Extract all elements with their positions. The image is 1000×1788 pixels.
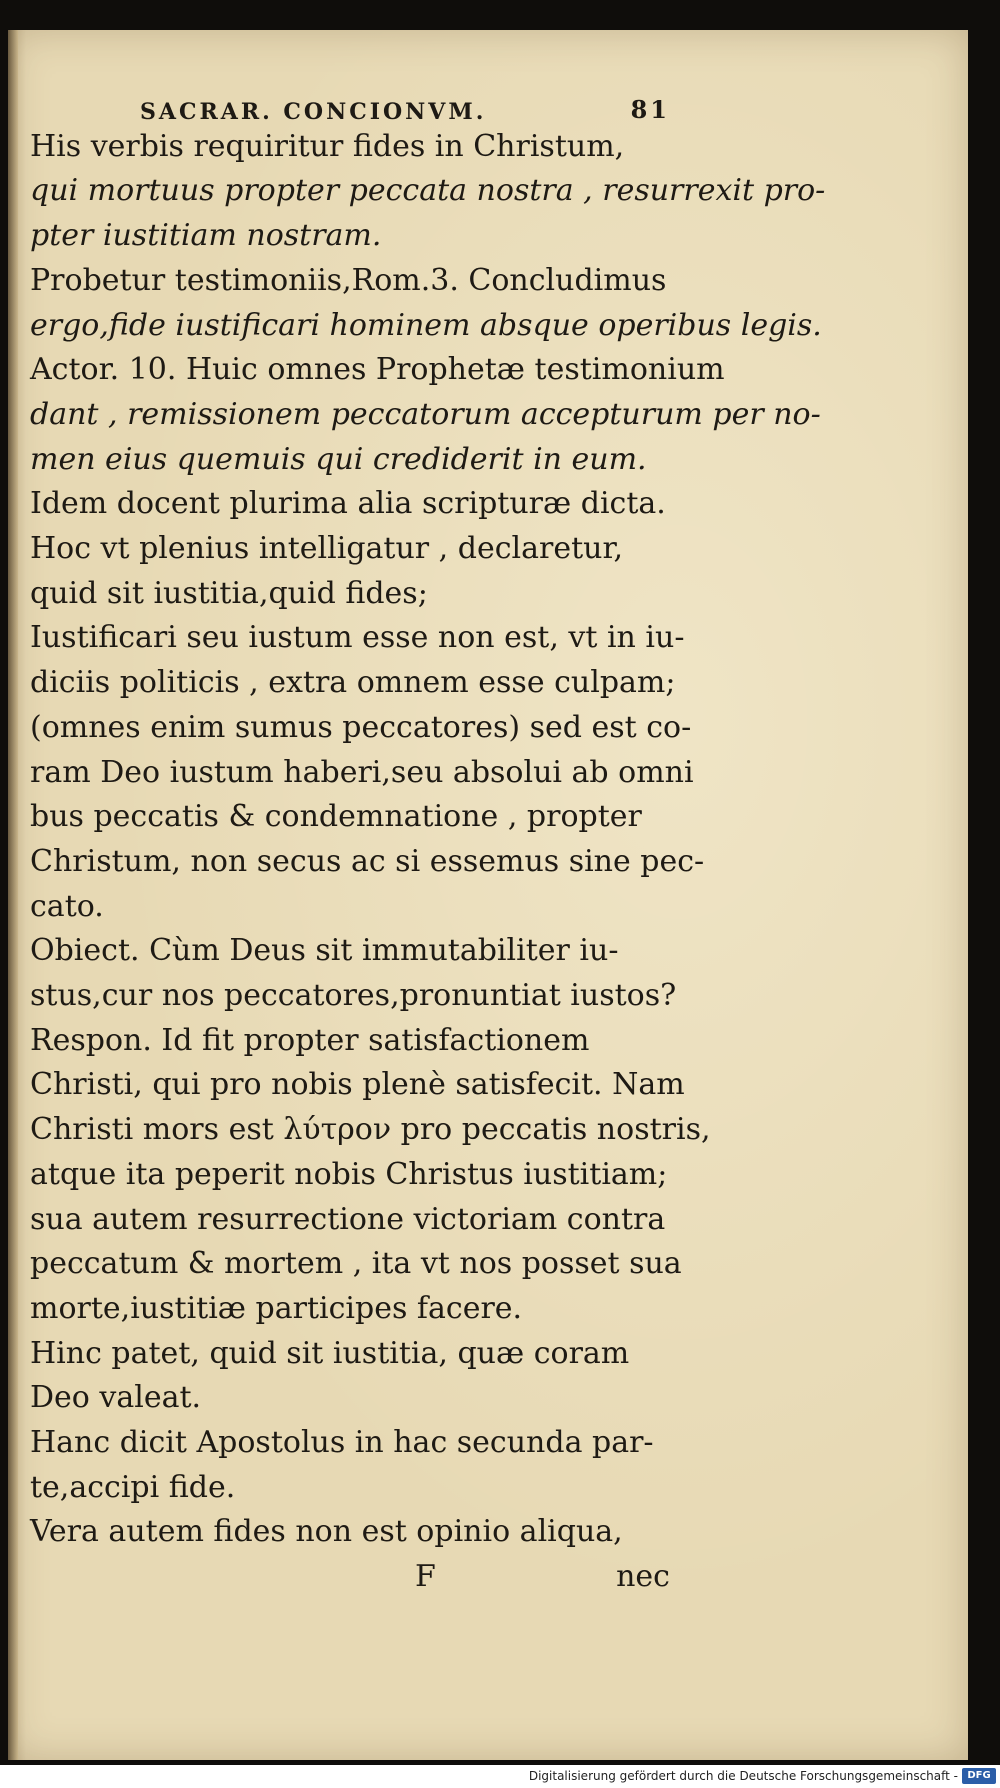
text-line: His verbis requiritur fides in Christum,: [30, 128, 625, 164]
text-line: Iustificari seu iustum esse non est, vt in iu-: [30, 620, 685, 656]
text-line: Hanc dicit Apostolus in hac secunda par-: [30, 1425, 654, 1461]
body-text: [30, 125, 826, 1556]
text-line: bus peccatis & condemnatione , propter: [30, 799, 642, 835]
text-line: morte,iustitiæ participes facere.: [30, 1290, 523, 1326]
text-line: sua autem resurrectione victoriam contra: [30, 1201, 666, 1237]
signature-line: [30, 1555, 680, 1600]
catchword: nec: [616, 1559, 670, 1595]
digitization-footer: [0, 1765, 1000, 1788]
text-line: (omnes enim sumus peccatores) sed est co-: [30, 709, 692, 745]
dfg-logo: DFG: [962, 1768, 996, 1784]
text-line: Christi mors est λύτρον pro peccatis nostris,: [30, 1112, 711, 1148]
text-line: Respon. Id fit propter satisfactionem: [30, 1022, 590, 1058]
text-line: qui mortuus propter peccata nostra , resurrexit pro-: [30, 173, 826, 209]
text-line: Obiect. Cùm Deus sit immutabiliter iu-: [30, 933, 619, 969]
page-number: 81: [630, 95, 670, 124]
text-line: quid sit iustitia,quid fides;: [30, 575, 428, 611]
book-page: [8, 30, 968, 1760]
text-line: pter iustitiam nostram.: [30, 218, 382, 254]
funding-notice: Digitalisierung gefördert durch die Deutsche Forschungsgemeinschaft -: [528, 1769, 958, 1783]
text-block: [30, 80, 826, 1600]
text-line: Christum, non secus ac si essemus sine pec-: [30, 843, 705, 879]
text-line: men eius quemuis qui crediderit in eum.: [30, 441, 647, 477]
text-line: ram Deo iustum haberi,seu absolui ab omni: [30, 754, 694, 790]
text-line: atque ita peperit nobis Christus iustitiam;: [30, 1156, 668, 1192]
text-line: Hoc vt plenius intelligatur , declaretur,: [30, 531, 624, 567]
text-line: Idem docent plurima alia scripturæ dicta.: [30, 486, 666, 522]
text-line: diciis politicis , extra omnem esse culpam;: [30, 665, 676, 701]
text-line: Hinc patet, quid sit iustitia, quæ coram: [30, 1335, 630, 1371]
text-line: Actor. 10. Huic omnes Prophetæ testimonium: [30, 352, 725, 388]
text-line: stus,cur nos peccatores,pronuntiat iustos?: [30, 978, 677, 1014]
page-gutter-edge: [8, 30, 18, 1760]
text-line: dant , remissionem peccatorum accepturum per no-: [30, 396, 821, 432]
text-line: te,accipi fide.: [30, 1469, 236, 1505]
text-line: Deo valeat.: [30, 1380, 202, 1416]
signature-mark: F: [415, 1559, 436, 1595]
text-line: Vera autem fides non est opinio aliqua,: [30, 1514, 623, 1550]
text-line: peccatum & mortem , ita vt nos posset sua: [30, 1246, 682, 1282]
text-line: Christi, qui pro nobis plenè satisfecit. Nam: [30, 1067, 685, 1103]
page-header: [30, 80, 680, 125]
text-line: cato.: [30, 888, 104, 924]
text-line: Probetur testimoniis,Rom.3. Concludimus: [30, 262, 667, 298]
running-head: SACRAR. CONCIONVM.: [140, 99, 487, 125]
text-line: ergo,fide iustificari hominem absque operibus legis.: [30, 307, 822, 343]
